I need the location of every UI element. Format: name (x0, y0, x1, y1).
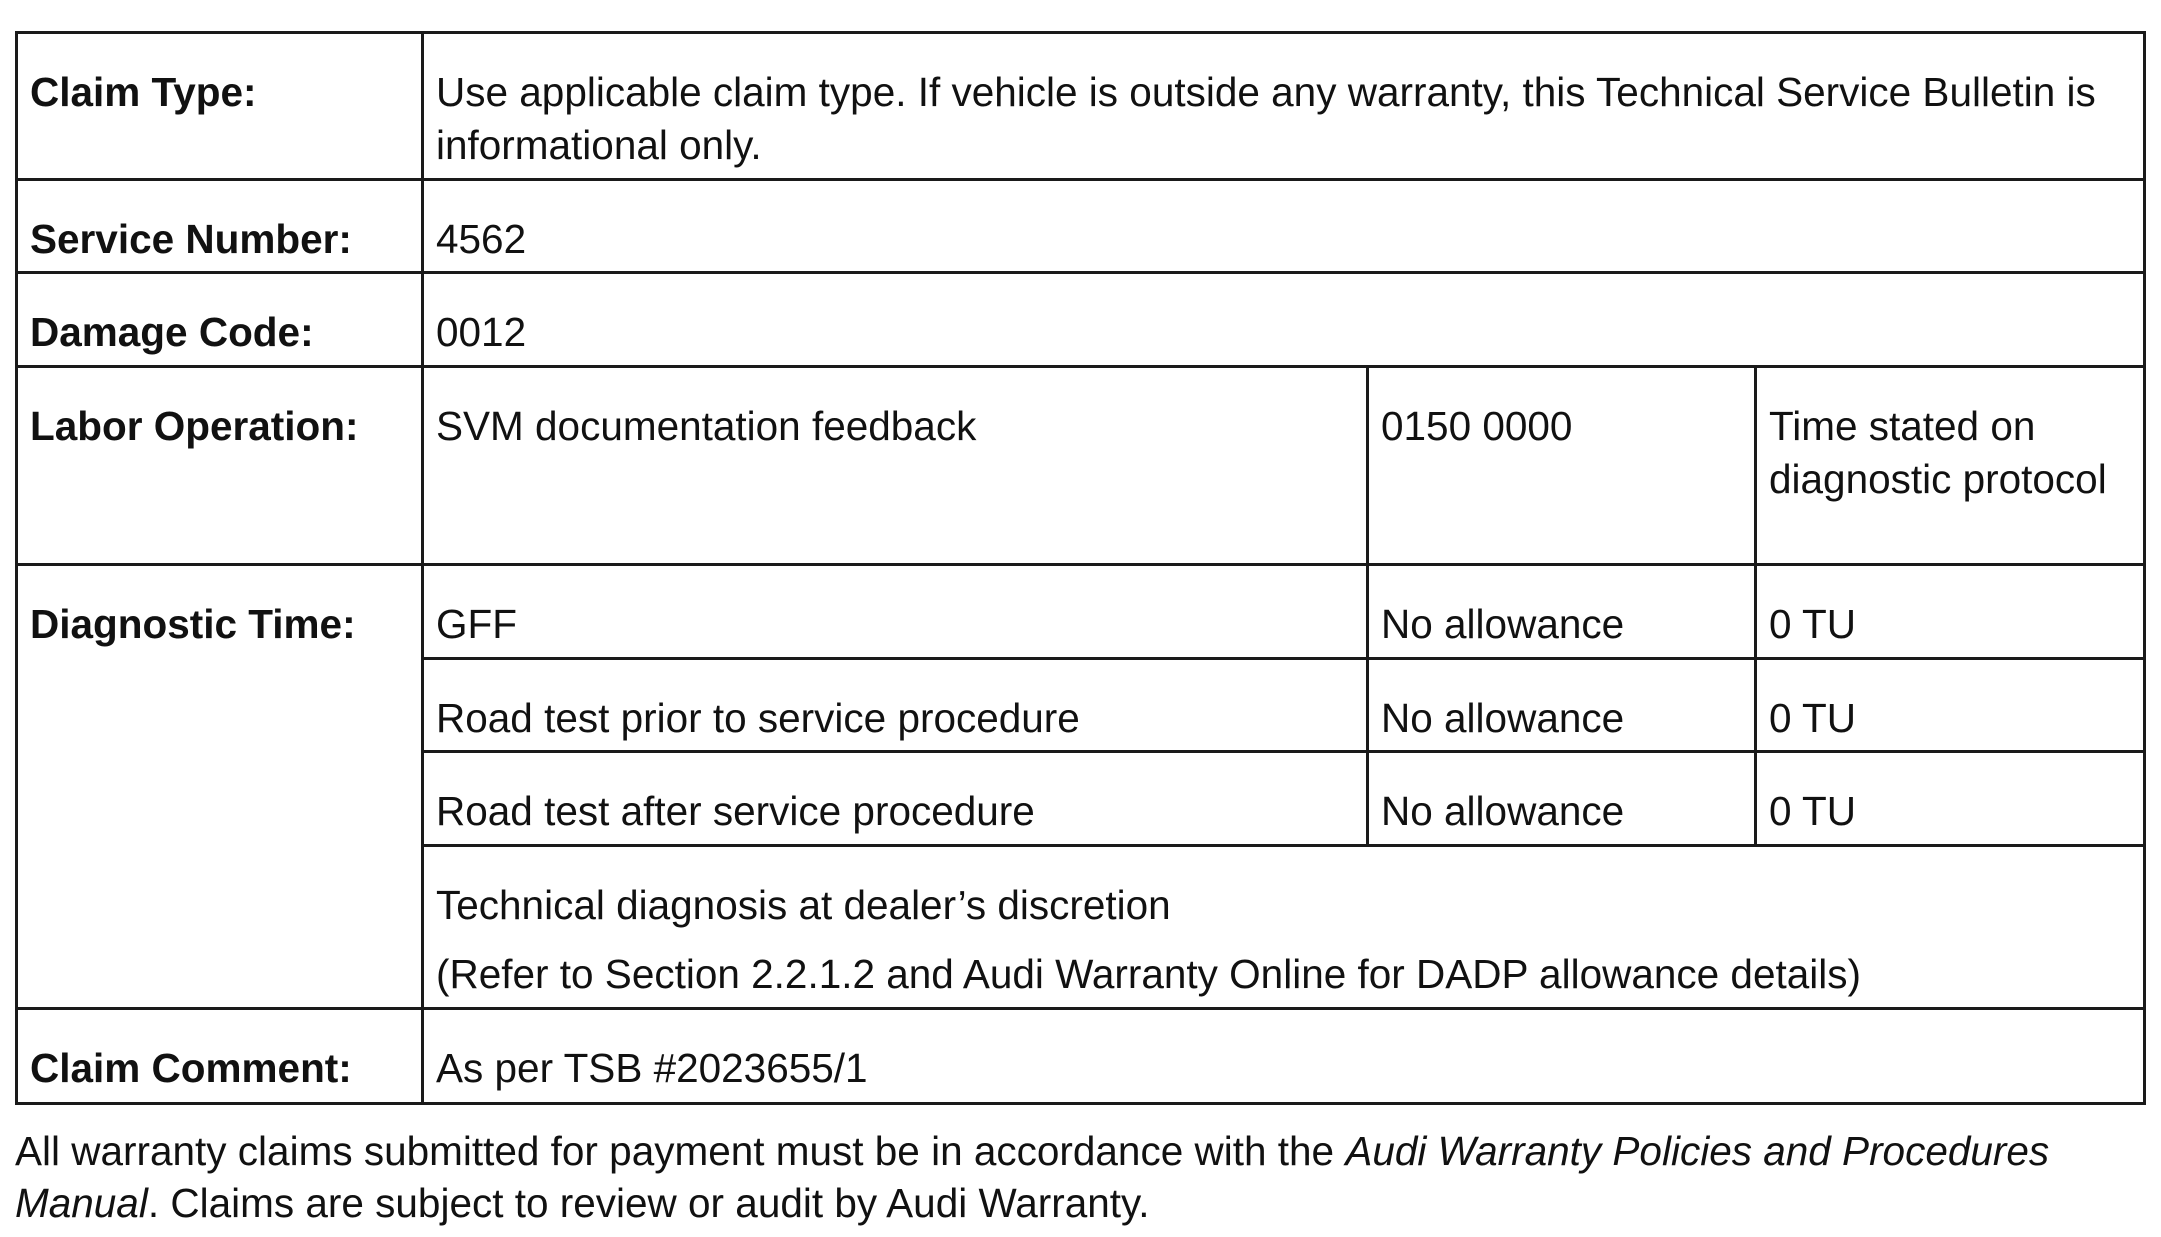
technical-diagnosis-cell (423, 846, 2145, 1009)
technical-diagnosis-line: Technical diagnosis at dealer’s discretion (436, 882, 1171, 928)
footer-text-before: All warranty claims submitted for payment must be in accordance with the (15, 1128, 1346, 1174)
diagnostic-allowance: No allowance (1368, 752, 1756, 846)
service-number-label: Service Number: (17, 180, 423, 273)
diagnostic-time-value: 0 TU (1756, 565, 2145, 659)
row-service-number (17, 180, 2145, 273)
row-claim-type (17, 33, 2145, 180)
warranty-document (15, 31, 2143, 1229)
warranty-claim-table (15, 31, 2146, 1105)
row-labor-operation (17, 367, 2145, 565)
labor-operation-description: SVM documentation feedback (423, 367, 1368, 565)
claim-type-label: Claim Type: (17, 33, 423, 180)
diagnostic-time-value: 0 TU (1756, 659, 2145, 752)
diagnostic-description: Road test prior to service procedure (423, 659, 1368, 752)
warranty-footer-note (15, 1125, 2143, 1229)
claim-comment-label: Claim Comment: (17, 1009, 423, 1104)
diagnostic-time-label: Diagnostic Time: (17, 565, 423, 1009)
row-claim-comment (17, 1009, 2145, 1104)
diagnostic-allowance: No allowance (1368, 565, 1756, 659)
row-diagnostic-gff (17, 565, 2145, 659)
technical-diagnosis-reference: (Refer to Section 2.2.1.2 and Audi Warranty Online for DADP allowance details) (436, 951, 1861, 997)
labor-operation-code: 0150 0000 (1368, 367, 1756, 565)
labor-operation-label: Labor Operation: (17, 367, 423, 565)
labor-operation-time: Time stated on diagnostic protocol (1756, 367, 2145, 565)
diagnostic-description: Road test after service procedure (423, 752, 1368, 846)
footer-manual-title: Audi Warranty Policies and Procedures Manual (15, 1128, 2050, 1226)
footer-text-after: . Claims are subject to review or audit by Audi Warranty. (147, 1180, 1150, 1226)
damage-code-value: 0012 (423, 273, 2145, 367)
service-number-value: 4562 (423, 180, 2145, 273)
claim-comment-value: As per TSB #2023655/1 (423, 1009, 2145, 1104)
claim-type-value: Use applicable claim type. If vehicle is outside any warranty, this Technical Service Bulletin is informational only. (423, 33, 2145, 180)
damage-code-label: Damage Code: (17, 273, 423, 367)
diagnostic-allowance: No allowance (1368, 659, 1756, 752)
row-damage-code (17, 273, 2145, 367)
diagnostic-description: GFF (423, 565, 1368, 659)
diagnostic-time-value: 0 TU (1756, 752, 2145, 846)
